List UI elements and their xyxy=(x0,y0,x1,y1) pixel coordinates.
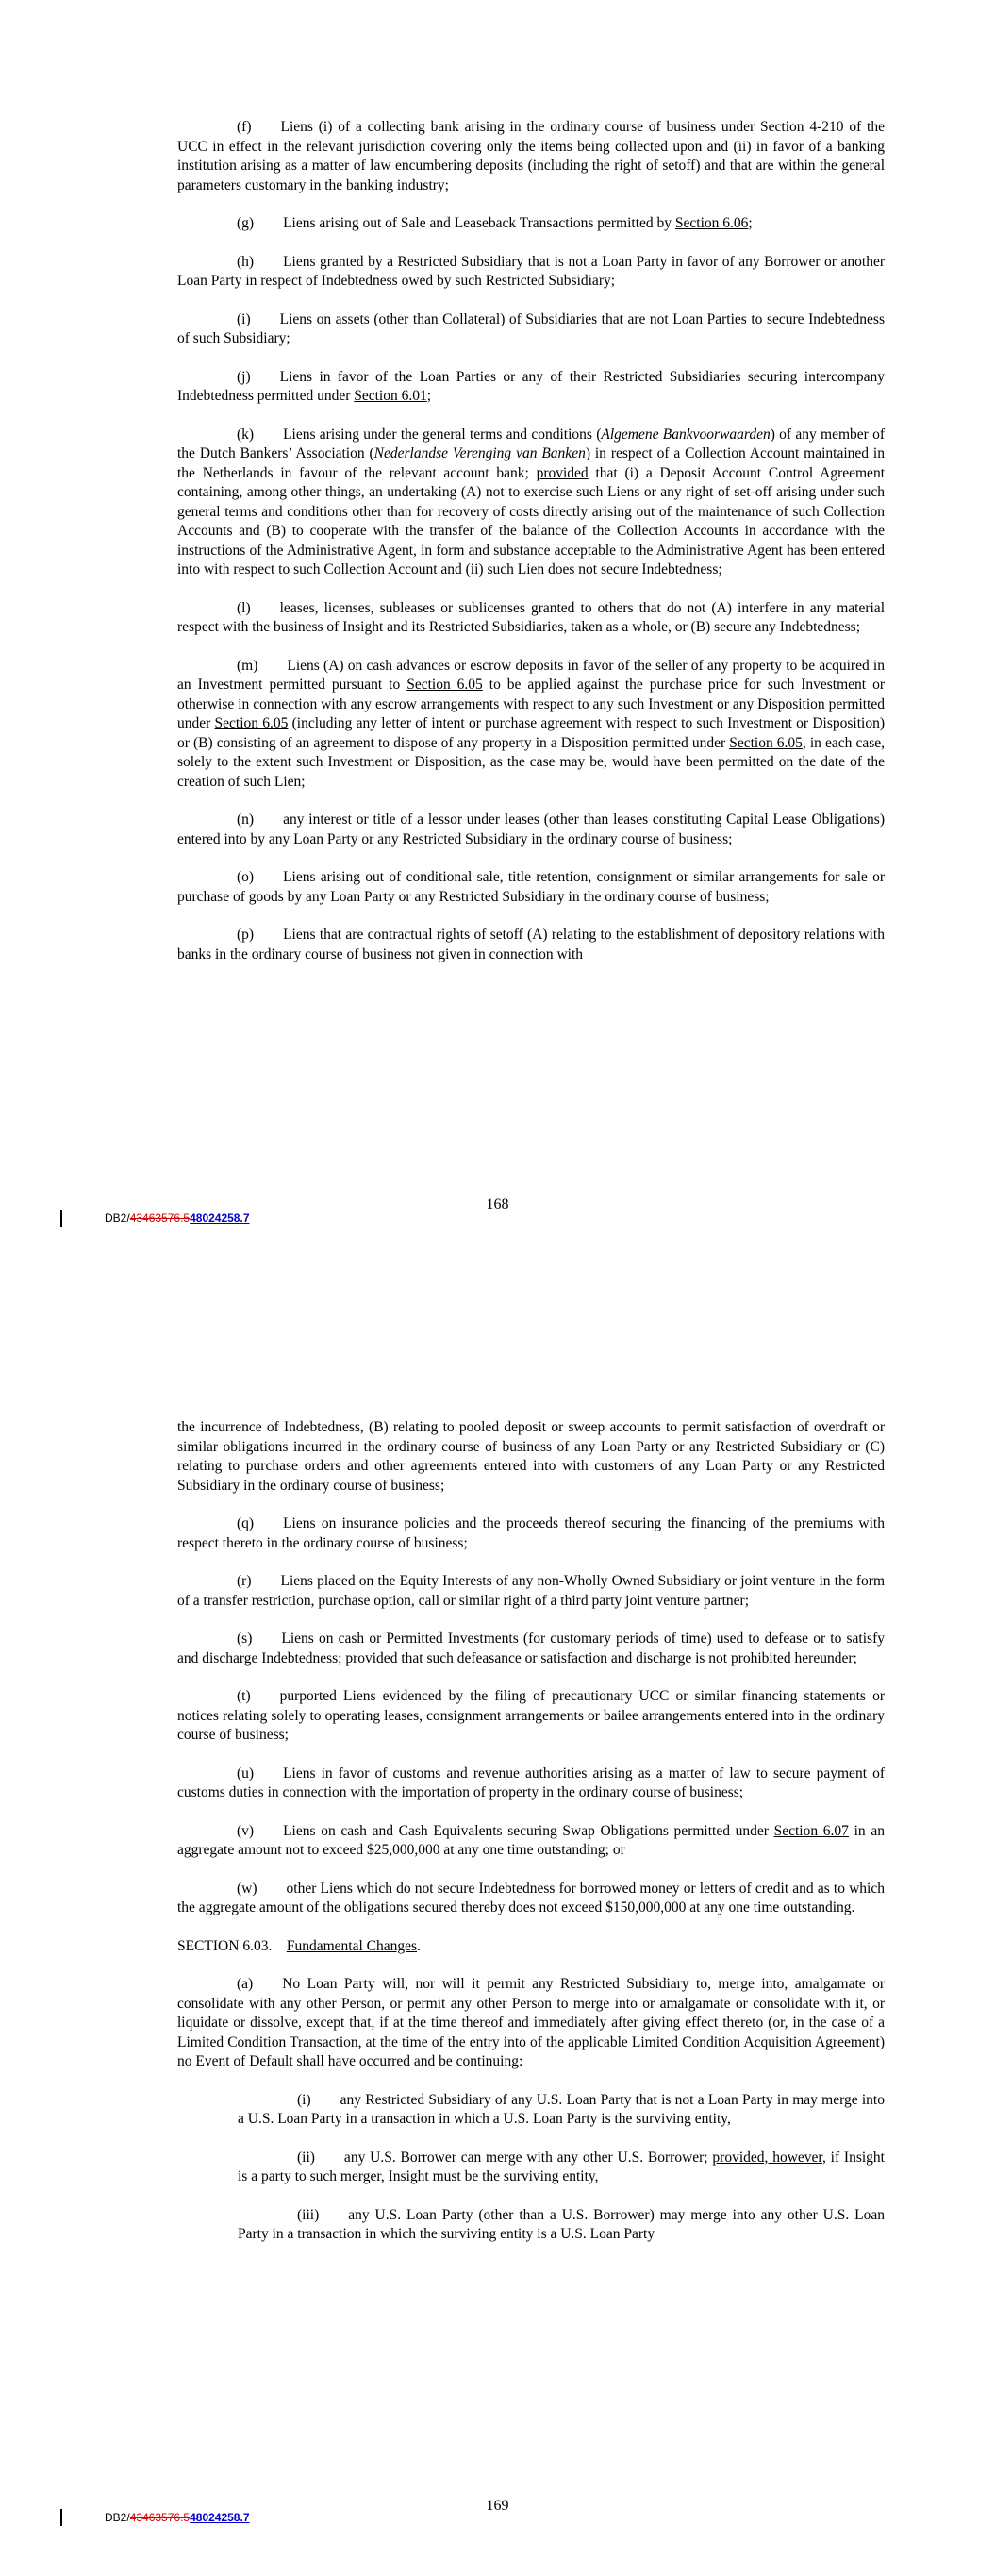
subclause-iii: (iii) any U.S. Loan Party (other than a U.S. Borrower) may merge into any other U.S. Loan Party in a transaction in which the surviving entity is a U.S. Loan Party xyxy=(238,2206,885,2242)
clause-g: (g) Liens arising out of Sale and Leaseback Transactions permitted by Section 6.06; xyxy=(237,215,753,231)
inserted-doc-id: 48024258.7 xyxy=(190,2511,250,2524)
page-body xyxy=(177,118,885,983)
clause-l: (l) leases, licenses, subleases or sublicenses granted to others that do not (A) interfere in any material respect with the business of Insight and its Restricted Subsidiaries, taken as a whole, or (B) secure any Indebtedness; xyxy=(177,599,885,635)
clause-k: (k) Liens arising under the general terms and conditions (Algemene Bankvoorwaarden) of any member of the Dutch Bankers’ Association (Nederlandse Verenging van Banken) in respect of a Collection Account maintained in the Netherlands in favour of the relevant account bank; provided that (i) a Deposit Account Control Agreement containing, among other things, an undertaking (A) not to exercise such Liens or any right of set-off arising under such general terms and conditions other than for recovery of costs directly arising out of the maintenance of such Collection Accounts and (B) to cooperate with the transfer of the balance of the Collection Accounts in accordance with the instructions of the Administrative Agent, in form and substance acceptable to the Administrative Agent has been entered into with respect to such Collection Account and (ii) such Lien does not secure Indebtedness; xyxy=(177,426,885,577)
clause-s: (s) Liens on cash or Permitted Investments (for customary periods of time) used to defease or to satisfy and discharge Indebtedness; provided that such defeasance or satisfaction and discharge is not prohibited hereunder; xyxy=(177,1631,885,1666)
clause-h: (h) Liens granted by a Restricted Subsidiary that is not a Loan Party in favor of any Borrower or another Loan Party in respect of Indebtedness owed by such Restricted Subsidiary; xyxy=(177,253,885,289)
clause-r: (r) Liens placed on the Equity Interests of any non-Wholly Owned Subsidiary or joint venture in the form of a transfer restriction, purchase option, call or similar right of a third party joint venture partner; xyxy=(177,1573,885,1609)
doc-footer: DB2/ 43463576.5 48024258.7 xyxy=(60,2509,250,2526)
clause-i: (i) Liens on assets (other than Collateral) of Subsidiaries that are not Loan Parties to secure Indebtedness of such Subsidiary; xyxy=(177,310,885,346)
inserted-doc-id: 48024258.7 xyxy=(190,1212,250,1225)
page-169 xyxy=(0,1335,995,2576)
clause-j: (j) Liens in favor of the Loan Parties or any of their Restricted Subsidiaries securing intercompany Indebtedness permitted under Section 6.01; xyxy=(177,368,885,404)
clause-v: (v) Liens on cash and Cash Equivalents securing Swap Obligations permitted under Section 6.07 in an aggregate amount not to exceed $25,000,000 at any one time outstanding; or xyxy=(177,1822,885,1858)
clause-w: (w) other Liens which do not secure Indebtedness for borrowed money or letters of credit and as to which the aggregate amount of the obligations secured thereby does not exceed $150,000,000 at any one time outstanding. xyxy=(177,1880,885,1915)
clause-t: (t) purported Liens evidenced by the filing of precautionary UCC or similar financing statements or notices relating solely to operating leases, consignment arrangements or bailee arrangements entered into in the ordinary course of business; xyxy=(177,1688,885,1743)
clause-m: (m) Liens (A) on cash advances or escrow deposits in favor of the seller of any property to be acquired in an Investment permitted pursuant to Section 6.05 to be applied against the purchase price for such Investment or otherwise in connection with any escrow arrangements with respect to any such Investment or any Disposition permitted under Section 6.05 (including any letter of intent or purchase agreement with respect to such Investment or Disposition) or (B) consisting of an agreement to dispose of any property in a Disposition permitted under Section 6.05, in each case, solely to the extent such Investment or Disposition, as the case may be, would have been permitted on the date of the creation of such Lien; xyxy=(177,657,885,790)
deleted-doc-id: 43463576.5 xyxy=(129,1212,191,1225)
page-number: 169 xyxy=(486,2498,509,2514)
section-heading: SECTION 6.03. Fundamental Changes. xyxy=(177,1937,421,1954)
change-bar xyxy=(60,1210,62,1227)
clause-q: (q) Liens on insurance policies and the proceeds thereof securing the financing of the premiums with respect thereto in the ordinary course of business; xyxy=(177,1515,885,1551)
clause-o: (o) Liens arising out of conditional sale, title retention, consignment or similar arrangements for sale or purchase of goods by any Loan Party or any Restricted Subsidiary in the ordinary course of business; xyxy=(177,869,885,905)
clause-p: (p) Liens that are contractual rights of setoff (A) relating to the establishment of depository relations with banks in the ordinary course of business not given in connection with xyxy=(177,927,885,962)
change-bar xyxy=(60,2509,62,2526)
subclause-i: (i) any Restricted Subsidiary of any U.S. Loan Party that is not a Loan Party in may merge into a U.S. Loan Party in a transaction in which a U.S. Loan Party is the surviving entity, xyxy=(238,2091,885,2127)
subclause-ii: (ii) any U.S. Borrower can merge with any other U.S. Borrower; provided, however, if Insight is a party to such merger, Insight must be the surviving entity, xyxy=(238,2149,885,2184)
page-body xyxy=(177,1418,885,2264)
clause-a: (a) No Loan Party will, nor will it permit any Restricted Subsidiary to, merge into, amalgamate or consolidate with any other Person, or permit any other Person to merge into or amalgamate or consolidate with it, or liquidate or dissolve, except that, if at the time thereof and immediately after giving effect thereto (or, in the case of a Limited Condition Transaction, at the time of the entry into of the applicable Limited Condition Acquisition Agreement) no Event of Default shall have occurred and be continuing: xyxy=(177,1976,885,2069)
page-number: 168 xyxy=(486,1196,509,1213)
page-168 xyxy=(0,0,995,1283)
deleted-doc-id: 43463576.5 xyxy=(129,2511,191,2524)
section-ref: Section 6.01 xyxy=(354,388,427,404)
clause-p-continued: the incurrence of Indebtedness, (B) relating to pooled deposit or sweep accounts to permit satisfaction of overdraft or similar obligations incurred in the ordinary course of business of any Loan Party or any Restricted Subsidiary or (C) relating to purchase orders and other agreements entered into with customers of any Loan Party or any Restricted Subsidiary in the ordinary course of business; xyxy=(177,1419,885,1494)
doc-footer: DB2/ 43463576.5 48024258.7 xyxy=(60,1210,250,1227)
clause-n: (n) any interest or title of a lessor under leases (other than leases constituting Capital Lease Obligations) entered into by any Loan Party or any Restricted Subsidiary in the ordinary course of business; xyxy=(177,811,885,847)
clause-f: (f) Liens (i) of a collecting bank arising in the ordinary course of business under Section 4-210 of the UCC in effect in the relevant jurisdiction covering only the items being collected upon and (ii) in favor of a banking institution arising as a matter of law encumbering deposits (including the right of setoff) and that are within the general parameters customary in the banking industry; xyxy=(177,119,885,193)
clause-u: (u) Liens in favor of customs and revenue authorities arising as a matter of law to secure payment of customs duties in connection with the importation of property in the ordinary course of business; xyxy=(177,1765,885,1800)
section-ref: Section 6.06 xyxy=(674,215,749,231)
